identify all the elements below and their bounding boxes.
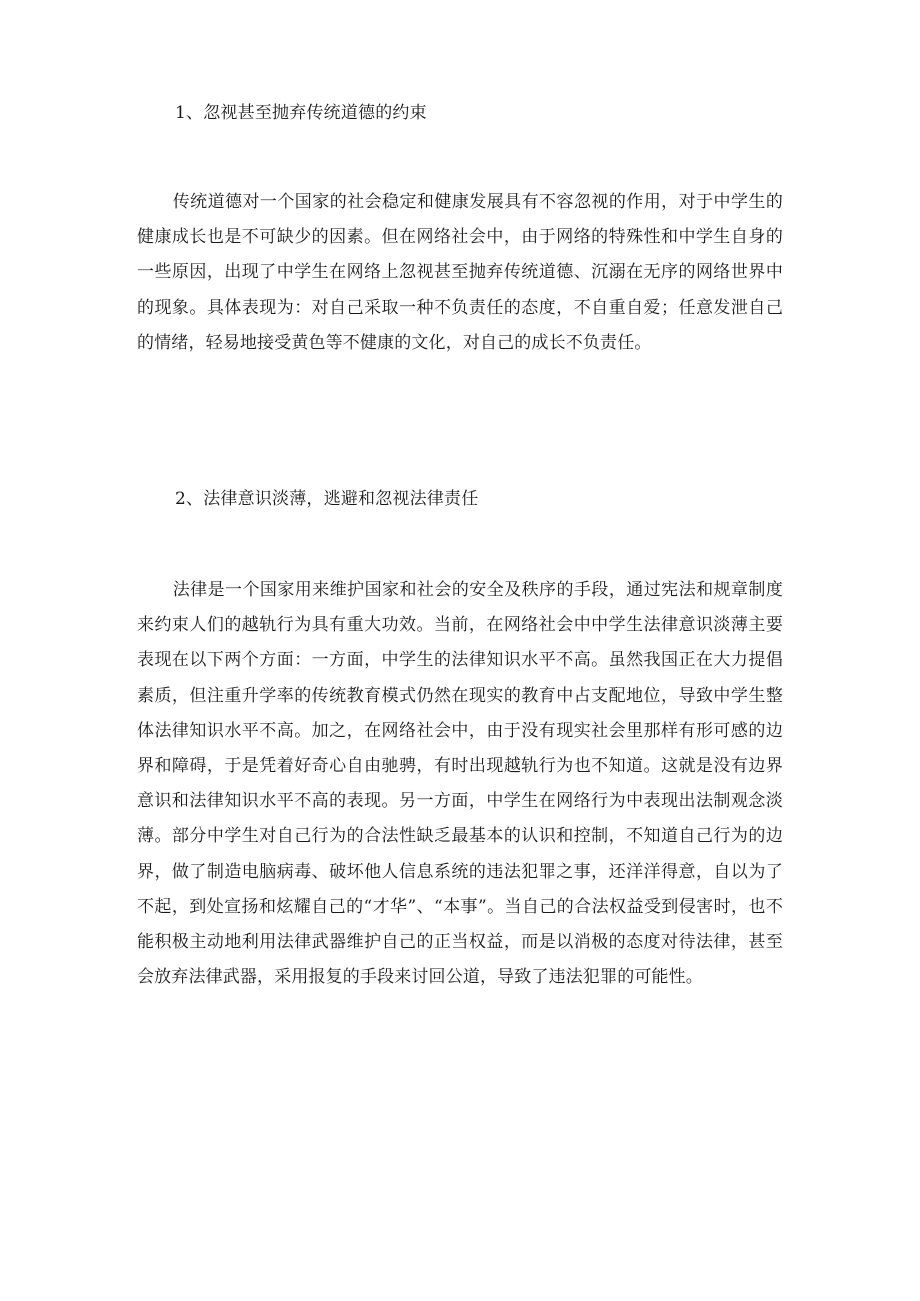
section-heading-2: 2、法律意识淡薄，逃避和忽视法律责任 xyxy=(175,489,479,509)
section-paragraph-2: 法律是一个国家用来维护国家和社会的安全及秩序的手段，通过宪法和规章制度来约束人们的越轨行为具有重大功效。当前，在网络社会中中学生法律意识淡薄主要表现在以下两个方面：一方面，中学生的法律知识水平不高。虽然我国正在大力提倡素质，但注重升学率的传统教育模式仍然在现实的教育中占支配地位，导致中学生整体法律知识水平不高。加之，在网络社会中，由于没有现实社会里那样有形可感的边界和障碍，于是凭着好奇心自由驰骋，有时出现越轨行为也不知道。这就是没有边界意识和法律知识水平不高的表现。另一方面，中学生在网络行为中表现出法制观念淡薄。部分中学生对自己行为的合法性缺乏最基本的认识和控制，不知道自己行为的边界，做了制造电脑病毒、破坏他人信息系统的违法犯罪之事，还洋洋得意，自以为了不起，到处宣扬和炫耀自己的“才华”、“本事”。当自己的合法权益受到侵害时，也不能积极主动地利用法律武器维护自己的正当权益，而是以消极的态度对待法律，甚至会放弃法律武器，采用报复的手段来讨回公道，导致了违法犯罪的可能性。 xyxy=(137,580,783,988)
section-paragraph-1: 传统道德对一个国家的社会稳定和健康发展具有不容忽视的作用，对于中学生的健康成长也是不可缺少的因素。但在网络社会中，由于网络的特殊性和中学生自身的一些原因，出现了中学生在网络上忽视甚至抛弃传统道德、沉溺在无序的网络世界中的现象。具体表现为：对自己采取一种不负责任的态度，不自重自爱；任意发泄自己的情绪，轻易地接受黄色等不健康的文化，对自己的成长不负责任。 xyxy=(137,192,783,353)
section-heading-1: 1、忽视甚至抛弃传统道德的约束 xyxy=(175,103,427,123)
